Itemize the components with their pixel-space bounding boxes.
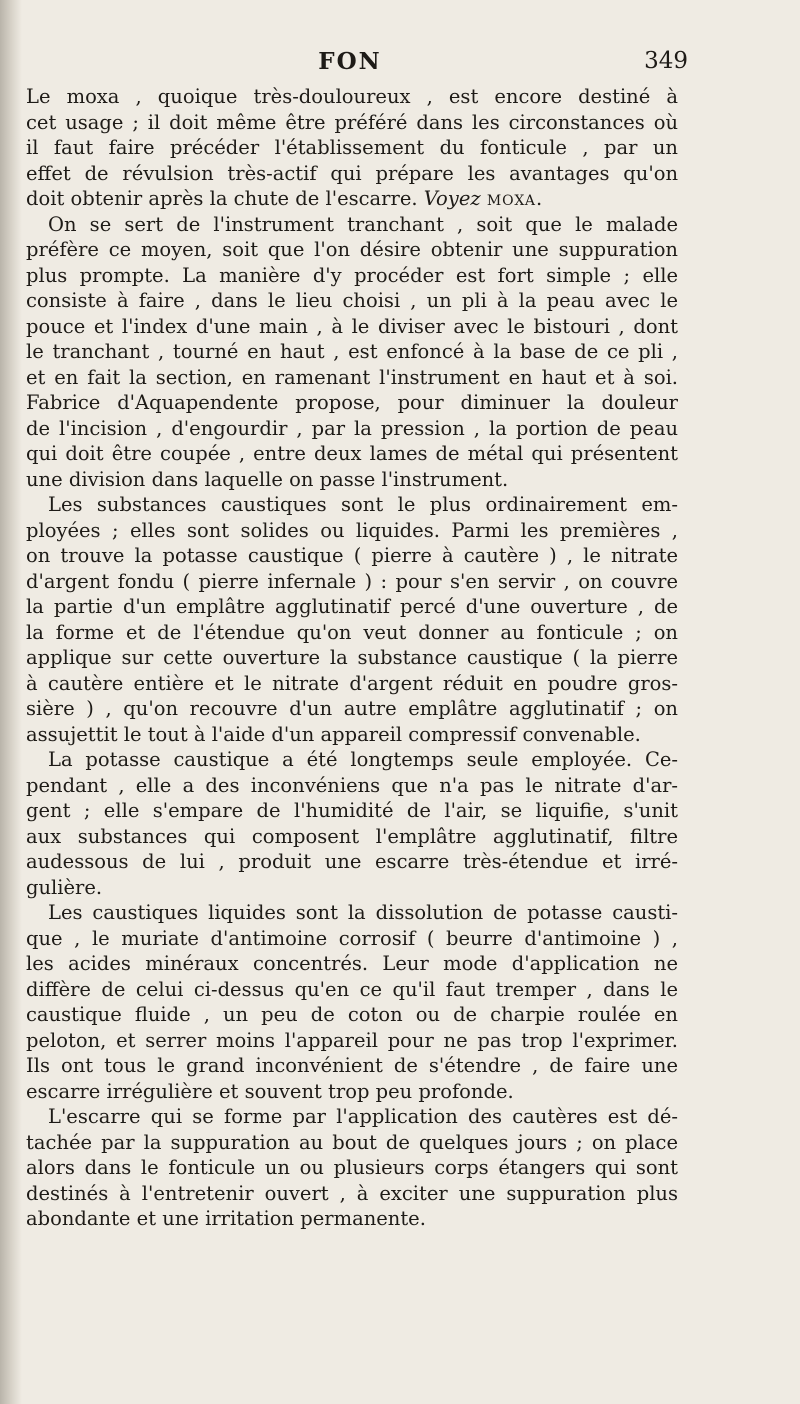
text-line: qui doit être coupée , entre deux lames de métal qui présentent bbox=[26, 442, 678, 465]
text-line: Fabrice d'Aquapendente propose, pour diminuer la douleur bbox=[26, 391, 678, 414]
text-line: sière ) , qu'on recouvre d'un autre emplâtre agglutinatif ; on bbox=[26, 697, 678, 720]
text-line: diffère de celui ci-dessus qu'en ce qu'il faut tremper , dans le bbox=[26, 977, 678, 1001]
body-text bbox=[26, 84, 678, 1232]
paragraph-liquid-caustics bbox=[26, 900, 678, 1104]
running-head: FON bbox=[318, 48, 382, 75]
text-line: La potasse caustique a été longtemps seule employée. Ce- bbox=[48, 748, 678, 771]
text-line: audessous de lui , produit une escarre très-étendue et irré- bbox=[26, 850, 678, 873]
see-reference: Voyez bbox=[423, 187, 481, 210]
text-line: L'escarre qui se forme par l'application des cautères est dé- bbox=[48, 1105, 678, 1128]
text-line: Le moxa , quoique très-douloureux , est encore destiné à bbox=[26, 85, 678, 108]
text-line-start: doit obtenir après la chute de l'escarre. bbox=[26, 187, 424, 210]
paragraph-potash bbox=[26, 747, 678, 900]
cross-reference-term: MOXA bbox=[486, 193, 536, 209]
text-line: destinés à l'entretenir ouvert , à exciter une suppuration plus bbox=[26, 1181, 678, 1205]
text-line-end: . bbox=[536, 187, 543, 210]
text-line: la partie d'un emplâtre agglutinatif percé d'une ouverture , de bbox=[26, 595, 678, 618]
text-line: effet de révulsion très-actif qui prépare les avantages qu'on bbox=[26, 161, 678, 185]
text-line: il faut faire précéder l'établissement du fonticule , par un bbox=[26, 136, 678, 159]
text-line: pouce et l'index d'une main , à le diviser avec le bistouri , dont bbox=[26, 314, 678, 338]
text-line: abondante et une irritation permanente. bbox=[26, 1207, 426, 1230]
paragraph-caustic-substances bbox=[26, 492, 678, 747]
page-header bbox=[0, 48, 800, 82]
gutter-shadow bbox=[0, 0, 22, 1404]
text-line: Les caustiques liquides sont la dissolution de potasse causti- bbox=[48, 901, 678, 924]
text-line: Ils ont tous le grand inconvénient de s'étendre , de faire une bbox=[26, 1054, 678, 1077]
text-line: de l'incision , d'engourdir , par la pression , la portion de peau bbox=[26, 416, 678, 440]
text-line: gent ; elle s'empare de l'humidité de l'air, se liquifie, s'unit bbox=[26, 799, 678, 822]
paragraph-instrument bbox=[26, 212, 678, 493]
text-line: d'argent fondu ( pierre infernale ) : pour s'en servir , on couvre bbox=[26, 569, 678, 593]
paragraph-escarre bbox=[26, 1104, 678, 1232]
text-line: aux substances qui composent l'emplâtre agglutinatif, filtre bbox=[26, 824, 678, 848]
text-line: ployées ; elles sont solides ou liquides. Parmi les premières , bbox=[26, 518, 678, 542]
page-number: 349 bbox=[644, 48, 688, 74]
text-line: assujettit le tout à l'aide d'un appareil compressif convenable. bbox=[26, 722, 641, 746]
text-line: une division dans laquelle on passe l'instrument. bbox=[26, 467, 509, 491]
text-line: que , le muriate d'antimoine corrosif ( beurre d'antimoine ) , bbox=[26, 926, 678, 950]
text-line: et en fait la section, en ramenant l'instrument en haut et à soi. bbox=[26, 365, 678, 389]
text-line: tachée par la suppuration au bout de quelques jours ; on place bbox=[26, 1130, 678, 1154]
text-line: gulière. bbox=[26, 875, 103, 899]
text-line: plus prompte. La manière d'y procéder est fort simple ; elle bbox=[26, 263, 678, 287]
text-line: le tranchant , tourné en haut , est enfoncé à la base de ce pli , bbox=[26, 340, 678, 363]
text-line: caustique fluide , un peu de coton ou de charpie roulée en bbox=[26, 1003, 678, 1026]
text-line bbox=[26, 186, 678, 212]
paragraph-moxa bbox=[26, 84, 678, 212]
text-line: à cautère entière et le nitrate d'argent réduit en poudre gros- bbox=[26, 671, 678, 695]
text-line: Les substances caustiques sont le plus ordinairement em- bbox=[48, 493, 678, 516]
text-line: cet usage ; il doit même être préféré dans les circonstances où bbox=[26, 110, 678, 134]
text-line: on trouve la potasse caustique ( pierre à cautère ) , le nitrate bbox=[26, 544, 678, 567]
text-line: pendant , elle a des inconvéniens que n'a pas le nitrate d'ar- bbox=[26, 773, 678, 797]
text-line: alors dans le fonticule un ou plusieurs corps étangers qui sont bbox=[26, 1156, 678, 1179]
text-line: On se sert de l'instrument tranchant , soit que le malade bbox=[48, 212, 678, 236]
text-line: peloton, et serrer moins l'appareil pour ne pas trop l'exprimer. bbox=[26, 1028, 678, 1052]
text-line: les acides minéraux concentrés. Leur mode d'application ne bbox=[26, 952, 678, 975]
text-line: escarre irrégulière et souvent trop peu profonde. bbox=[26, 1079, 514, 1103]
text-line: applique sur cette ouverture la substance caustique ( la pierre bbox=[26, 646, 678, 669]
text-line: la forme et de l'étendue qu'on veut donner au fonticule ; on bbox=[26, 620, 678, 644]
text-line: préfère ce moyen, soit que l'on désire obtenir une suppuration bbox=[26, 238, 678, 261]
text-line: consiste à faire , dans le lieu choisi , un pli à la peau avec le bbox=[26, 289, 678, 312]
